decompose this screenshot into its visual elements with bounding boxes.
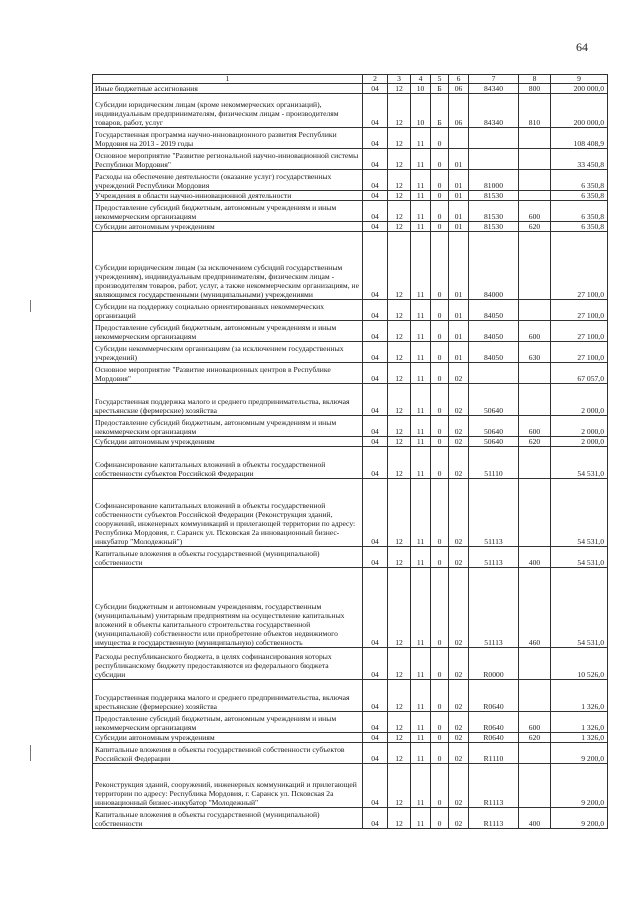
code-cell: 600 (519, 416, 551, 437)
code-cell: 04 (363, 170, 388, 191)
amount-cell: 1 326,0 (551, 733, 608, 743)
code-cell (519, 479, 551, 547)
amount-cell: 33 450,8 (551, 149, 608, 170)
amount-cell: 108 408,9 (551, 128, 608, 149)
table-row (93, 300, 608, 321)
code-cell: 51113 (469, 479, 519, 547)
code-cell: 11 (411, 363, 431, 384)
code-cell: 0 (431, 479, 449, 547)
code-cell: 12 (388, 363, 411, 384)
code-cell: 0 (431, 808, 449, 829)
code-cell: 02 (449, 568, 469, 648)
code-cell: 04 (363, 363, 388, 384)
code-cell: 11 (411, 743, 431, 764)
code-cell: 0 (431, 733, 449, 743)
code-cell (519, 300, 551, 321)
code-cell: 630 (519, 342, 551, 363)
scan-margin-mark (30, 300, 31, 312)
code-cell: 84050 (469, 342, 519, 363)
code-cell (519, 149, 551, 170)
row-name-cell: Государственная поддержка малого и среднего предпринимательства, включая крестьянские (фермерские) хозяйства (93, 680, 363, 712)
amount-cell: 67 057,0 (551, 363, 608, 384)
code-cell: 0 (431, 437, 449, 447)
code-cell: R1113 (469, 808, 519, 829)
code-cell: 11 (411, 170, 431, 191)
code-cell: 04 (363, 764, 388, 808)
row-name-cell: Предоставление субсидий бюджетным, автономным учреждениям и иным некоммерческим организациям (93, 201, 363, 222)
code-cell: 12 (388, 384, 411, 416)
code-cell (519, 191, 551, 201)
code-cell: 0 (431, 764, 449, 808)
code-cell: 06 (449, 84, 469, 94)
code-cell: 51113 (469, 547, 519, 568)
code-cell: 11 (411, 764, 431, 808)
code-cell: 02 (449, 764, 469, 808)
code-cell: 02 (449, 384, 469, 416)
code-cell: 04 (363, 222, 388, 232)
code-cell: 81530 (469, 191, 519, 201)
code-cell: 12 (388, 191, 411, 201)
row-name-cell: Софинансирование капитальных вложений в объекты государственной собственности субъектов Российской Федерации (Реконструкция зданий, сооружений, инженерных коммуникаций и прилегающей территории по адресу: Республика Мордовия, г. Саранск ул. Псковская 2а инновационный бизнес-инкубатор "Молодежный") (93, 479, 363, 547)
row-name-cell: Государственная программа научно-инновационного развития Республики Мордовия на 2013 - 2019 годы (93, 128, 363, 149)
table-row (93, 384, 608, 416)
amount-cell: 27 100,0 (551, 342, 608, 363)
table-row (93, 94, 608, 128)
code-cell: 04 (363, 300, 388, 321)
code-cell (469, 128, 519, 149)
code-cell: 84340 (469, 84, 519, 94)
code-cell: 10 (411, 94, 431, 128)
table-row (93, 363, 608, 384)
code-cell: 11 (411, 201, 431, 222)
table-row (93, 149, 608, 170)
code-cell: 11 (411, 300, 431, 321)
code-cell: R1113 (469, 764, 519, 808)
code-cell: 800 (519, 84, 551, 94)
code-cell: 12 (388, 648, 411, 680)
code-cell: 11 (411, 808, 431, 829)
code-cell: 12 (388, 437, 411, 447)
amount-cell: 6 350,8 (551, 170, 608, 191)
amount-cell: 27 100,0 (551, 232, 608, 300)
code-cell: 04 (363, 232, 388, 300)
code-cell: R1110 (469, 743, 519, 764)
code-cell: 0 (431, 568, 449, 648)
code-cell: 04 (363, 416, 388, 437)
code-cell: 460 (519, 568, 551, 648)
code-cell: 0 (431, 149, 449, 170)
amount-cell: 2 000,0 (551, 437, 608, 447)
code-cell: 12 (388, 300, 411, 321)
table-row (93, 568, 608, 648)
header-cell: 1 (93, 75, 363, 84)
row-name-cell: Основное мероприятие "Развитие инновационных центров в Республике Мордовия" (93, 363, 363, 384)
row-name-cell: Субсидии бюджетным и автономным учреждениям, государственным (муниципальным) унитарным предприятиям на осуществление капитальных вложений в объекты капитального строительства государственной (муниципальной) собственности или приобретение объектов недвижимого имущества в государственную (муниципальную) собственность (93, 568, 363, 648)
budget-table (92, 74, 608, 829)
code-cell: 04 (363, 743, 388, 764)
row-name-cell: Основное мероприятие "Развитие региональной научно-инновационной системы Республики Мордовия" (93, 149, 363, 170)
code-cell (519, 680, 551, 712)
code-cell: 12 (388, 222, 411, 232)
amount-cell: 54 531,0 (551, 479, 608, 547)
code-cell: 12 (388, 743, 411, 764)
amount-cell: 54 531,0 (551, 547, 608, 568)
code-cell: 810 (519, 94, 551, 128)
header-cell: 6 (449, 75, 469, 84)
table-row (93, 733, 608, 743)
code-cell: 02 (449, 437, 469, 447)
amount-cell: 54 531,0 (551, 568, 608, 648)
table-row (93, 191, 608, 201)
code-cell: 12 (388, 733, 411, 743)
code-cell: 51110 (469, 447, 519, 479)
code-cell: 01 (449, 321, 469, 342)
code-cell: 12 (388, 128, 411, 149)
code-cell: 06 (449, 94, 469, 128)
code-cell: 01 (449, 201, 469, 222)
code-cell: 12 (388, 321, 411, 342)
row-name-cell: Субсидии юридическим лицам (кроме некоммерческих организаций), индивидуальным предпринимателям, физическим лицам - производителям товаров, работ, услуг (93, 94, 363, 128)
code-cell: 50640 (469, 416, 519, 437)
code-cell: 02 (449, 416, 469, 437)
code-cell: 0 (431, 363, 449, 384)
code-cell: 01 (449, 232, 469, 300)
scan-margin-mark (30, 745, 31, 761)
row-name-cell: Капитальные вложения в объекты государственной собственности субъектов Российской Федерации (93, 743, 363, 764)
code-cell: 02 (449, 712, 469, 733)
code-cell: Б (431, 94, 449, 128)
table-row (93, 201, 608, 222)
amount-cell: 1 326,0 (551, 680, 608, 712)
code-cell: 04 (363, 568, 388, 648)
table-row (93, 547, 608, 568)
amount-cell: 10 526,0 (551, 648, 608, 680)
code-cell: 02 (449, 363, 469, 384)
table-row (93, 342, 608, 363)
code-cell: 0 (431, 232, 449, 300)
code-cell: 81530 (469, 201, 519, 222)
table-row (93, 479, 608, 547)
code-cell: 02 (449, 547, 469, 568)
row-name-cell: Иные бюджетные ассигнования (93, 84, 363, 94)
code-cell: 04 (363, 437, 388, 447)
code-cell: 11 (411, 342, 431, 363)
code-cell: 400 (519, 547, 551, 568)
code-cell: 10 (411, 84, 431, 94)
code-cell: 04 (363, 321, 388, 342)
code-cell: 620 (519, 222, 551, 232)
code-cell: 02 (449, 680, 469, 712)
table-row (93, 648, 608, 680)
header-cell: 9 (551, 75, 608, 84)
row-name-cell: Расходы республиканского бюджета, в целях софинансирования которых республиканскому бюджету предоставляются из федерального бюджета субсидии (93, 648, 363, 680)
amount-cell: 2 000,0 (551, 416, 608, 437)
code-cell: 04 (363, 94, 388, 128)
code-cell: 50640 (469, 384, 519, 416)
code-cell: 12 (388, 447, 411, 479)
row-name-cell: Предоставление субсидий бюджетным, автономным учреждениям и иным некоммерческим организациям (93, 416, 363, 437)
amount-cell: 6 350,8 (551, 222, 608, 232)
code-cell: 02 (449, 648, 469, 680)
row-name-cell: Софинансирование капитальных вложений в объекты государственной собственности субъектов Российской Федерации (93, 447, 363, 479)
code-cell: Б (431, 84, 449, 94)
code-cell (519, 764, 551, 808)
code-cell: 12 (388, 808, 411, 829)
code-cell: 12 (388, 479, 411, 547)
header-cell: 3 (388, 75, 411, 84)
row-name-cell: Предоставление субсидий бюджетным, автономным учреждениям и иным некоммерческим организациям (93, 712, 363, 733)
code-cell: 04 (363, 648, 388, 680)
code-cell: 0 (431, 321, 449, 342)
table-header-row (93, 75, 608, 84)
header-cell: 4 (411, 75, 431, 84)
code-cell: 02 (449, 447, 469, 479)
table-row (93, 437, 608, 447)
code-cell: 02 (449, 733, 469, 743)
code-cell (449, 128, 469, 149)
code-cell: 11 (411, 568, 431, 648)
table-row (93, 222, 608, 232)
code-cell: R0640 (469, 712, 519, 733)
header-cell: 5 (431, 75, 449, 84)
code-cell (519, 232, 551, 300)
code-cell: 84340 (469, 94, 519, 128)
code-cell: 12 (388, 712, 411, 733)
amount-cell: 6 350,8 (551, 201, 608, 222)
code-cell: 0 (431, 170, 449, 191)
table-row (93, 416, 608, 437)
code-cell: 0 (431, 743, 449, 764)
row-name-cell: Реконструкция зданий, сооружений, инженерных коммуникаций и прилегающей территории по адресу: Республика Мордовия, г. Саранск ул. Псковская 2а инновационный бизнес-инкубатор "Молодежный" (93, 764, 363, 808)
table-row (93, 232, 608, 300)
code-cell: 01 (449, 300, 469, 321)
code-cell: 12 (388, 232, 411, 300)
code-cell: 0 (431, 201, 449, 222)
code-cell: 02 (449, 743, 469, 764)
code-cell: 04 (363, 84, 388, 94)
code-cell: 0 (431, 342, 449, 363)
code-cell: 0 (431, 648, 449, 680)
code-cell: 01 (449, 222, 469, 232)
code-cell: 11 (411, 384, 431, 416)
code-cell (519, 648, 551, 680)
code-cell: 01 (449, 191, 469, 201)
code-cell (519, 170, 551, 191)
code-cell: 04 (363, 712, 388, 733)
code-cell: 12 (388, 416, 411, 437)
code-cell: 11 (411, 733, 431, 743)
code-cell: 84050 (469, 300, 519, 321)
amount-cell: 27 100,0 (551, 321, 608, 342)
code-cell: 11 (411, 479, 431, 547)
row-name-cell: Государственная поддержка малого и среднего предпринимательства, включая крестьянские (фермерские) хозяйства (93, 384, 363, 416)
code-cell (469, 149, 519, 170)
code-cell: 600 (519, 321, 551, 342)
code-cell: 0 (431, 416, 449, 437)
code-cell (519, 384, 551, 416)
code-cell: 04 (363, 680, 388, 712)
code-cell: 12 (388, 94, 411, 128)
table-row (93, 743, 608, 764)
header-cell: 2 (363, 75, 388, 84)
code-cell: 04 (363, 479, 388, 547)
code-cell: 04 (363, 384, 388, 416)
code-cell: 04 (363, 808, 388, 829)
code-cell: 04 (363, 201, 388, 222)
row-name-cell: Капитальные вложения в объекты государственной (муниципальной) собственности (93, 547, 363, 568)
code-cell: 81530 (469, 222, 519, 232)
table-row (93, 170, 608, 191)
code-cell: 12 (388, 84, 411, 94)
code-cell: 0 (431, 300, 449, 321)
code-cell: 11 (411, 416, 431, 437)
code-cell: 11 (411, 447, 431, 479)
code-cell (469, 363, 519, 384)
code-cell: 0 (431, 222, 449, 232)
code-cell: R0640 (469, 733, 519, 743)
amount-cell: 2 000,0 (551, 384, 608, 416)
page-number: 64 (576, 40, 588, 54)
row-name-cell: Субсидии автономным учреждениям (93, 733, 363, 743)
row-name-cell: Предоставление субсидий бюджетным, автономным учреждениям и иным некоммерческим организациям (93, 321, 363, 342)
code-cell: 11 (411, 648, 431, 680)
row-name-cell: Субсидии на поддержку социально ориентированных некоммерческих организаций (93, 300, 363, 321)
code-cell: 0 (431, 712, 449, 733)
code-cell: 0 (431, 191, 449, 201)
code-cell: 12 (388, 201, 411, 222)
table-row (93, 680, 608, 712)
code-cell: 11 (411, 149, 431, 170)
code-cell: 04 (363, 447, 388, 479)
code-cell: 0 (431, 547, 449, 568)
row-name-cell: Субсидии некоммерческим организациям (за исключением государственных учреждений) (93, 342, 363, 363)
code-cell: 400 (519, 808, 551, 829)
code-cell: 600 (519, 712, 551, 733)
header-cell: 7 (469, 75, 519, 84)
code-cell: 12 (388, 680, 411, 712)
row-name-cell: Субсидии автономным учреждениям (93, 222, 363, 232)
code-cell: 11 (411, 222, 431, 232)
code-cell: 11 (411, 191, 431, 201)
code-cell: R0640 (469, 680, 519, 712)
code-cell: 84000 (469, 232, 519, 300)
code-cell: 02 (449, 479, 469, 547)
code-cell: 12 (388, 149, 411, 170)
table-row (93, 764, 608, 808)
row-name-cell: Субсидии юридическим лицам (за исключением субсидий государственным учреждениям), индивидуальным предпринимателям, физическим лицам - производителям товаров, работ, услуг, а также некоммерческим организациям, не являющимся государственными (муниципальными) учреждениями (93, 232, 363, 300)
code-cell: 01 (449, 342, 469, 363)
amount-cell: 1 326,0 (551, 712, 608, 733)
code-cell: 84050 (469, 321, 519, 342)
amount-cell: 200 000,0 (551, 84, 608, 94)
code-cell: 04 (363, 191, 388, 201)
code-cell: 12 (388, 342, 411, 363)
code-cell: 11 (411, 128, 431, 149)
code-cell: 620 (519, 437, 551, 447)
amount-cell: 9 200,0 (551, 743, 608, 764)
code-cell: 0 (431, 128, 449, 149)
code-cell: 12 (388, 547, 411, 568)
amount-cell: 54 531,0 (551, 447, 608, 479)
table-row (93, 447, 608, 479)
code-cell: 04 (363, 149, 388, 170)
code-cell: 0 (431, 447, 449, 479)
table-row (93, 321, 608, 342)
row-name-cell: Учреждения в области научно-инновационной деятельности (93, 191, 363, 201)
code-cell (519, 363, 551, 384)
code-cell: 620 (519, 733, 551, 743)
code-cell: 12 (388, 568, 411, 648)
amount-cell: 9 200,0 (551, 764, 608, 808)
code-cell: 11 (411, 547, 431, 568)
code-cell: 04 (363, 547, 388, 568)
code-cell: 01 (449, 170, 469, 191)
code-cell: 02 (449, 808, 469, 829)
code-cell: 01 (449, 149, 469, 170)
code-cell (519, 743, 551, 764)
table-row (93, 128, 608, 149)
code-cell: 04 (363, 733, 388, 743)
table-row (93, 84, 608, 94)
code-cell: 11 (411, 437, 431, 447)
code-cell: 11 (411, 680, 431, 712)
code-cell: 11 (411, 232, 431, 300)
code-cell: 04 (363, 342, 388, 363)
code-cell (519, 128, 551, 149)
code-cell: 51113 (469, 568, 519, 648)
code-cell (519, 447, 551, 479)
code-cell: 04 (363, 128, 388, 149)
amount-cell: 27 100,0 (551, 300, 608, 321)
code-cell: 11 (411, 712, 431, 733)
code-cell: 0 (431, 680, 449, 712)
code-cell: 600 (519, 201, 551, 222)
row-name-cell: Капитальные вложения в объекты государственной (муниципальной) собственности (93, 808, 363, 829)
code-cell: 12 (388, 170, 411, 191)
row-name-cell: Субсидии автономным учреждениям (93, 437, 363, 447)
code-cell: 81000 (469, 170, 519, 191)
amount-cell: 200 000,0 (551, 94, 608, 128)
code-cell: 50640 (469, 437, 519, 447)
table-row (93, 712, 608, 733)
table-row (93, 808, 608, 829)
header-cell: 8 (519, 75, 551, 84)
amount-cell: 9 200,0 (551, 808, 608, 829)
code-cell: 0 (431, 384, 449, 416)
code-cell: 12 (388, 764, 411, 808)
row-name-cell: Расходы на обеспечение деятельности (оказание услуг) государственных учреждений Республики Мордовия (93, 170, 363, 191)
code-cell: 11 (411, 321, 431, 342)
code-cell: R0000 (469, 648, 519, 680)
amount-cell: 6 350,8 (551, 191, 608, 201)
